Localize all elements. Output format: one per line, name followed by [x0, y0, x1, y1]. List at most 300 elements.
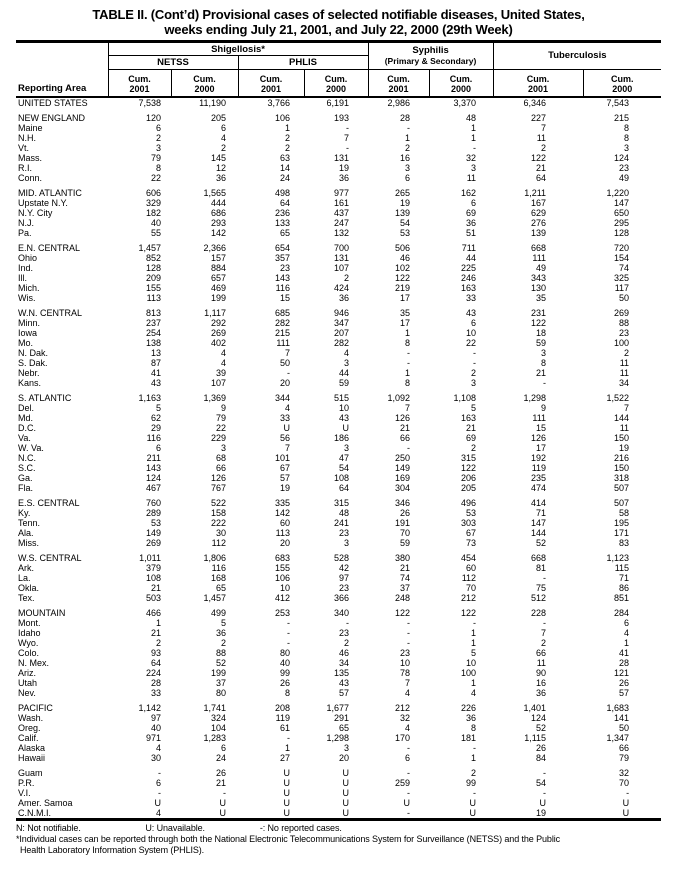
value-cell: 150	[614, 432, 630, 443]
value-cell: 20	[279, 377, 290, 388]
value-cell: 212	[395, 702, 411, 713]
value-cell: 21	[536, 367, 547, 378]
netss-subgroup-header: NETSS	[108, 56, 238, 70]
value-cell: U	[154, 797, 161, 808]
value-cell: 104	[210, 722, 226, 733]
value-cell: 469	[210, 282, 226, 293]
value-cell: 27	[279, 752, 290, 763]
value-cell: 52	[215, 657, 226, 668]
value-cell: 208	[274, 702, 290, 713]
value-cell: 357	[274, 252, 290, 263]
value-cell: 8	[284, 687, 290, 698]
value-cell: U	[583, 808, 661, 820]
table-row	[16, 413, 661, 423]
value-cell: 1	[471, 627, 477, 638]
value-cell: 17	[400, 292, 411, 303]
value-cell: 21	[466, 422, 477, 433]
value-cell: U	[283, 787, 290, 798]
reporting-area-cell: W.N. CENTRAL	[18, 307, 83, 318]
value-cell: 30	[150, 752, 161, 763]
value-cell: 19	[400, 197, 411, 208]
value-cell: 4	[220, 347, 226, 358]
value-cell: 155	[145, 282, 161, 293]
header-cum-row	[16, 70, 661, 97]
value-cell: 683	[274, 552, 290, 563]
value-cell: 60	[466, 562, 477, 573]
value-cell: 629	[531, 207, 547, 218]
value-cell: 8	[405, 337, 411, 348]
value-cell: 43	[339, 412, 350, 423]
value-cell: 21	[150, 582, 161, 593]
value-cell: 111	[532, 252, 547, 263]
value-cell: 149	[145, 527, 161, 538]
value-cell: 1,211	[524, 187, 547, 198]
value-cell: 58	[619, 507, 630, 518]
value-cell: 88	[215, 647, 226, 658]
value-cell: 3	[344, 742, 350, 753]
value-cell: 147	[531, 517, 547, 528]
value-cell: U	[283, 422, 290, 433]
table-row	[16, 433, 661, 443]
value-cell: 231	[531, 307, 547, 318]
value-cell: 269	[145, 537, 161, 548]
value-cell: 18	[536, 327, 547, 338]
reporting-area-cell: N. Mex.	[18, 657, 50, 668]
value-cell: 49	[619, 172, 630, 183]
value-cell: 66	[215, 462, 226, 473]
value-cell: 15	[279, 292, 290, 303]
table-title-line2: weeks ending July 21, 2001, and July 22, 2000 (29th Week)	[164, 22, 513, 37]
table-row	[16, 163, 661, 173]
value-cell: -	[473, 787, 477, 798]
value-cell: 199	[210, 667, 226, 678]
value-cell: 4	[108, 808, 171, 820]
value-cell: U	[238, 808, 304, 820]
value-cell: 63	[279, 152, 290, 163]
value-cell: 34	[339, 657, 350, 668]
table-row	[16, 473, 661, 483]
value-cell: 108	[334, 472, 350, 483]
reporting-area-cell: Vt.	[18, 142, 30, 153]
value-cell: 117	[614, 282, 630, 293]
value-cell: 28	[400, 112, 411, 123]
value-cell: 116	[211, 562, 226, 573]
value-cell: 11	[619, 357, 630, 368]
reporting-area-cell: Mont.	[18, 617, 41, 628]
value-cell: 61	[279, 722, 290, 733]
value-cell: 512	[531, 592, 547, 603]
value-cell: 50	[279, 357, 290, 368]
value-cell: 6	[155, 442, 161, 453]
value-cell: 7	[284, 347, 290, 358]
value-cell: 34	[619, 377, 630, 388]
value-cell: 36	[215, 627, 226, 638]
value-cell: U	[429, 808, 493, 820]
value-cell: 50	[619, 292, 630, 303]
value-cell: 53	[150, 517, 161, 528]
reporting-area-cell: Amer. Samoa	[18, 797, 73, 808]
value-cell: 7	[344, 132, 350, 143]
reporting-area-cell: Mich.	[18, 282, 40, 293]
value-cell: 474	[531, 482, 547, 493]
value-cell: 884	[210, 262, 226, 273]
value-cell: 1,741	[203, 702, 226, 713]
reporting-area-cell: Ala.	[18, 527, 34, 538]
value-cell: 6,346	[523, 97, 547, 108]
value-cell: 135	[334, 667, 350, 678]
value-cell: -	[473, 347, 477, 358]
notifiable-diseases-table	[16, 40, 661, 821]
value-cell: 1,092	[387, 392, 411, 403]
value-cell: 113	[146, 292, 161, 303]
value-cell: -	[287, 367, 290, 378]
reporting-area-cell: Idaho	[18, 627, 41, 638]
value-cell: 1,298	[326, 732, 350, 743]
reporting-area-cell: Utah	[18, 677, 38, 688]
value-cell: 215	[274, 327, 290, 338]
value-cell: -	[543, 767, 547, 778]
value-cell: U	[304, 808, 368, 820]
value-cell: 282	[334, 337, 350, 348]
table-row	[16, 228, 661, 238]
value-cell: 5	[220, 617, 226, 628]
value-cell: 6	[155, 777, 161, 788]
value-cell: 147	[614, 197, 630, 208]
value-cell: 2	[471, 767, 477, 778]
value-cell: 23	[339, 527, 350, 538]
value-cell: 24	[215, 752, 226, 763]
value-cell: 284	[614, 607, 630, 618]
reporting-area-cell: W. Va.	[18, 442, 44, 453]
table-row	[16, 498, 661, 508]
value-cell: 11	[619, 367, 630, 378]
value-cell: 17	[536, 442, 547, 453]
value-cell: 19	[339, 162, 350, 173]
value-cell: 52	[536, 537, 547, 548]
value-cell: 26	[400, 507, 411, 518]
value-cell: 106	[274, 112, 290, 123]
value-cell: 32	[400, 712, 411, 723]
value-cell: 99	[279, 667, 290, 678]
table-body	[16, 97, 661, 820]
reporting-area-cell: Minn.	[18, 317, 41, 328]
table-row	[16, 393, 661, 403]
value-cell: 237	[145, 317, 161, 328]
value-cell: 193	[334, 112, 350, 123]
value-cell: 158	[210, 507, 226, 518]
value-cell: 4	[155, 742, 161, 753]
value-cell: 7	[284, 442, 290, 453]
reporting-area-cell: E.S. CENTRAL	[18, 497, 80, 508]
table-row	[16, 153, 661, 163]
value-cell: 22	[466, 337, 477, 348]
value-cell: 3,370	[453, 97, 477, 108]
value-cell: 1,806	[203, 552, 226, 563]
value-cell: 2	[344, 637, 350, 648]
reporting-area-cell: Colo.	[18, 647, 40, 658]
value-cell: 33	[279, 412, 290, 423]
reporting-area-cell: Pa.	[18, 227, 32, 238]
value-cell: 760	[145, 497, 161, 508]
reporting-area-cell: S. ATLANTIC	[18, 392, 72, 403]
value-cell: -	[287, 617, 290, 628]
value-cell: 17	[400, 317, 411, 328]
value-cell: 28	[619, 657, 630, 668]
value-cell: 2	[344, 272, 350, 283]
table-row	[16, 658, 661, 668]
value-cell: 133	[274, 217, 290, 228]
value-cell: 51	[466, 227, 477, 238]
reporting-area-cell: Calif.	[18, 732, 39, 743]
value-cell: -	[368, 808, 429, 820]
reporting-area-cell: D.C.	[18, 422, 36, 433]
value-cell: 56	[279, 432, 290, 443]
reporting-area-cell: E.N. CENTRAL	[18, 242, 81, 253]
value-cell: 145	[210, 152, 226, 163]
reporting-area-cell: La.	[18, 572, 31, 583]
value-cell: 40	[150, 217, 161, 228]
value-cell: 154	[614, 252, 630, 263]
value-cell: 83	[619, 537, 630, 548]
value-cell: 33	[466, 292, 477, 303]
value-cell: 8	[624, 122, 630, 133]
legend-not-notifiable: N: Not notifiable.	[16, 822, 81, 833]
value-cell: 250	[395, 452, 411, 463]
value-cell: 181	[461, 732, 477, 743]
value-cell: 66	[619, 742, 630, 753]
value-cell: U	[539, 797, 547, 808]
value-cell: 813	[145, 307, 161, 318]
value-cell: 324	[210, 712, 226, 723]
value-cell: 222	[210, 517, 226, 528]
value-cell: 88	[619, 317, 630, 328]
value-cell: 73	[466, 537, 477, 548]
value-cell: 39	[215, 367, 226, 378]
table-row	[16, 133, 661, 143]
value-cell: 12	[215, 162, 226, 173]
value-cell: 124	[145, 472, 161, 483]
value-cell: 6	[220, 122, 226, 133]
reporting-area-cell: Iowa	[18, 327, 38, 338]
value-cell: 29	[150, 422, 161, 433]
value-cell: 36	[466, 217, 477, 228]
syphilis-label-line1: Syphilis	[412, 45, 449, 56]
value-cell: 67	[466, 527, 477, 538]
value-cell: -	[287, 637, 290, 648]
value-cell: -	[473, 742, 477, 753]
reporting-area-cell: Nev.	[18, 687, 36, 698]
value-cell: 499	[210, 607, 226, 618]
reporting-area-cell: Wyo.	[18, 637, 39, 648]
tuberculosis-group-header: Tuberculosis	[493, 42, 661, 70]
value-cell: 606	[145, 187, 161, 198]
value-cell: 53	[466, 507, 477, 518]
value-cell: 65	[339, 722, 350, 733]
col-header-syphilis-cum-2000: Cum. 2000	[429, 70, 493, 97]
value-cell: 1	[155, 617, 161, 628]
reporting-area-cell: N.H.	[18, 132, 36, 143]
reporting-area-cell: Fla.	[18, 482, 34, 493]
value-cell: U	[342, 787, 350, 798]
value-cell: 54	[536, 777, 547, 788]
value-cell: 507	[614, 482, 630, 493]
value-cell: 6	[220, 742, 226, 753]
value-cell: 1,115	[524, 732, 547, 743]
value-cell: 528	[334, 552, 350, 563]
value-cell: 191	[395, 517, 411, 528]
value-cell: 171	[614, 527, 630, 538]
value-cell: 107	[210, 377, 226, 388]
table-row	[16, 583, 661, 593]
value-cell: 23	[400, 647, 411, 658]
table-row	[16, 723, 661, 733]
value-cell: 195	[614, 517, 630, 528]
reporting-area-cell: Wash.	[18, 712, 44, 723]
value-cell: 112	[461, 572, 477, 583]
table-row	[16, 798, 661, 808]
value-cell: 8	[155, 162, 161, 173]
value-cell: 241	[334, 517, 350, 528]
value-cell: -	[407, 347, 411, 358]
value-cell: -	[543, 787, 547, 798]
value-cell: 2	[155, 132, 161, 143]
reporting-area-cell: Ariz.	[18, 667, 36, 678]
asterisk-note-line2: Health Laboratory Information System (PHLIS).	[20, 844, 205, 855]
value-cell: 3	[344, 442, 350, 453]
value-cell: 122	[531, 317, 547, 328]
value-cell: 295	[614, 217, 630, 228]
value-cell: 2	[405, 142, 411, 153]
value-cell: 139	[531, 227, 547, 238]
value-cell: 206	[461, 472, 477, 483]
value-cell: -	[346, 617, 350, 628]
value-cell: 131	[334, 152, 350, 163]
value-cell: 21	[400, 562, 411, 573]
reporting-area-cell: Va.	[18, 432, 31, 443]
value-cell: 1	[471, 752, 477, 763]
value-cell: 248	[395, 592, 411, 603]
value-cell: 182	[145, 207, 161, 218]
col-header-phlis-cum-2001: Cum. 2001	[238, 70, 304, 97]
value-cell: 84	[536, 752, 547, 763]
value-cell: -	[407, 742, 411, 753]
value-cell: 6,191	[326, 97, 350, 108]
value-cell: 57	[339, 687, 350, 698]
value-cell: 43	[466, 307, 477, 318]
col-header-phlis-cum-2000: Cum. 2000	[304, 70, 368, 97]
value-cell: 11,190	[199, 97, 226, 108]
value-cell: -	[407, 767, 411, 778]
value-cell: 46	[339, 647, 350, 658]
value-cell: -	[407, 357, 411, 368]
table-row	[16, 198, 661, 208]
table-row	[16, 378, 661, 388]
value-cell: 1	[284, 742, 290, 753]
value-cell: 59	[536, 337, 547, 348]
value-cell: -	[473, 617, 477, 628]
value-cell: 8	[471, 722, 477, 733]
value-cell: 7	[624, 402, 630, 413]
reporting-area-cell: UNITED STATES	[18, 97, 88, 108]
value-cell: U	[219, 797, 226, 808]
value-cell: 1,117	[204, 307, 226, 318]
value-cell: 22	[150, 172, 161, 183]
value-cell: 186	[334, 432, 350, 443]
value-cell: 4	[220, 357, 226, 368]
value-cell: 132	[334, 227, 350, 238]
value-cell: 124	[614, 152, 630, 163]
value-cell: 74	[400, 572, 411, 583]
table-row	[16, 243, 661, 253]
value-cell: 318	[614, 472, 630, 483]
table-header	[16, 42, 661, 97]
value-cell: 70	[619, 777, 630, 788]
value-cell: 315	[334, 497, 350, 508]
reporting-area-cell: Ark.	[18, 562, 35, 573]
value-cell: 79	[619, 752, 630, 763]
value-cell: 8	[405, 377, 411, 388]
value-cell: 40	[279, 657, 290, 668]
table-row	[16, 263, 661, 273]
table-row	[16, 123, 661, 133]
value-cell: 119	[275, 712, 290, 723]
value-cell: 946	[334, 307, 350, 318]
reporting-area-cell: S. Dak.	[18, 357, 48, 368]
value-cell: 59	[339, 377, 350, 388]
reporting-area-cell: Md.	[18, 412, 34, 423]
reporting-area-cell: N.Y. City	[18, 207, 53, 218]
reporting-area-cell: MID. ATLANTIC	[18, 187, 82, 198]
header-group-row	[16, 42, 661, 56]
value-cell: 80	[215, 687, 226, 698]
value-cell: 215	[614, 112, 630, 123]
value-cell: 24	[279, 172, 290, 183]
table-row	[16, 463, 661, 473]
table-row	[16, 308, 661, 318]
table-row	[16, 688, 661, 698]
value-cell: 23	[619, 162, 630, 173]
value-cell: 23	[339, 627, 350, 638]
table-row	[16, 328, 661, 338]
value-cell: 2	[471, 367, 477, 378]
value-cell: 122	[461, 607, 477, 618]
value-cell: 4	[284, 402, 290, 413]
value-cell: 19	[619, 442, 630, 453]
reporting-area-cell: V.I.	[18, 787, 31, 798]
reporting-area-cell: Tenn.	[18, 517, 41, 528]
value-cell: U	[283, 767, 290, 778]
value-cell: 170	[395, 732, 411, 743]
value-cell: 315	[461, 452, 477, 463]
value-cell: 329	[145, 197, 161, 208]
value-cell: 81	[536, 562, 547, 573]
value-cell: 64	[279, 197, 290, 208]
value-cell: 5	[471, 402, 477, 413]
value-cell: 1,401	[523, 702, 547, 713]
table-row	[16, 143, 661, 153]
value-cell: 155	[274, 562, 290, 573]
value-cell: 289	[145, 507, 161, 518]
table-row	[16, 208, 661, 218]
value-cell: 59	[400, 537, 411, 548]
value-cell: 10	[466, 327, 477, 338]
table-row	[16, 538, 661, 548]
value-cell: 54	[400, 217, 411, 228]
value-cell: 11	[536, 132, 547, 143]
value-cell: 167	[531, 197, 547, 208]
value-cell: 69	[466, 432, 477, 443]
value-cell: 971	[145, 732, 161, 743]
